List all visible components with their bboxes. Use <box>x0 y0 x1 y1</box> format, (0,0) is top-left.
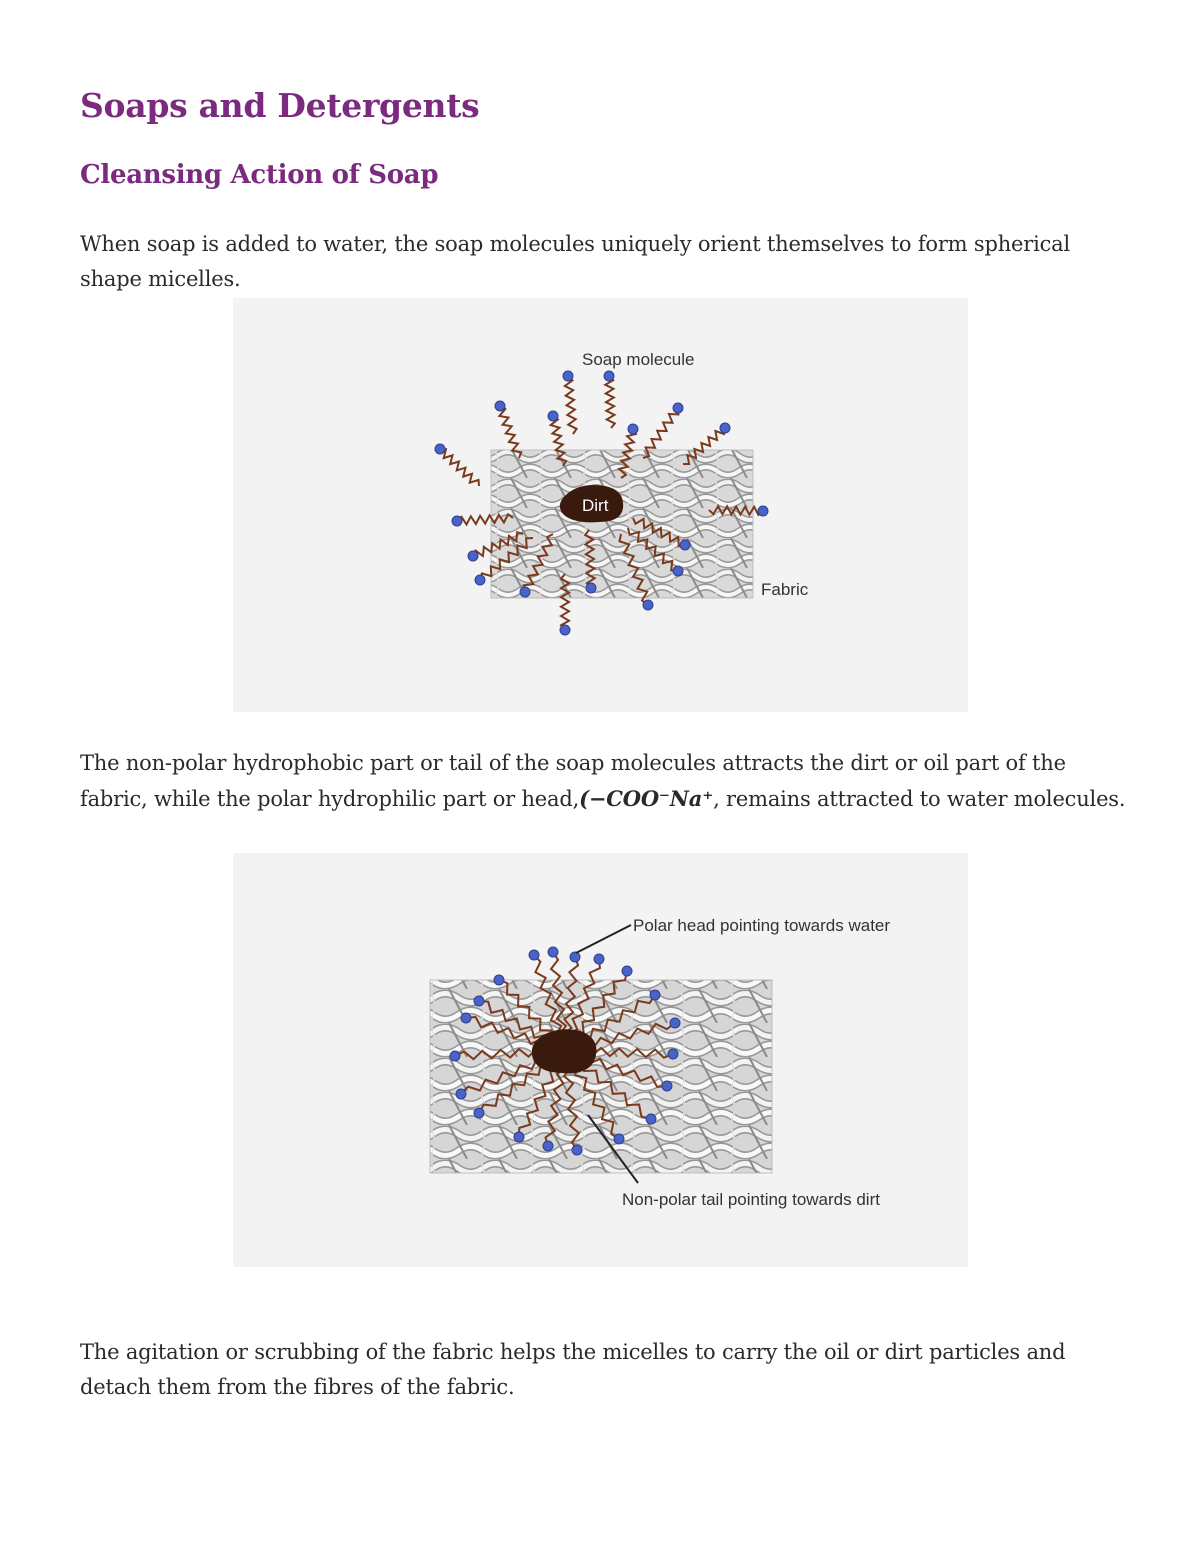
hydrophilic-head <box>495 401 505 411</box>
hydrophilic-head <box>548 411 558 421</box>
hydrophilic-head <box>456 1089 466 1099</box>
paragraph-agitation: The agitation or scrubbing of the fabric helps the micelles to carry the oil or dirt particles and detach them from the fibres of the fabric. <box>80 1340 1066 1399</box>
hydrophilic-head <box>628 424 638 434</box>
page-title: Soaps and Detergents <box>80 86 480 125</box>
hydrophilic-head <box>563 371 573 381</box>
fabric-label: Fabric <box>761 580 809 599</box>
hydrophilic-head <box>758 506 768 516</box>
carboxylate-formula: (−COO⁻Na⁺ <box>579 786 714 811</box>
hydrophilic-head <box>586 583 596 593</box>
non-polar-tail-label: Non-polar tail pointing towards dirt <box>622 1190 880 1209</box>
paragraph-polarity-text: The non-polar hydrophobic part or tail of the soap molecules attracts the dirt or oil part of the fabric, while the polar hydrophilic part or head, <box>80 751 1066 811</box>
hydrophilic-head <box>452 516 462 526</box>
hydrophilic-head <box>673 566 683 576</box>
hydrophilic-head <box>514 1132 524 1142</box>
hydrophobic-tail <box>605 376 615 428</box>
hydrophilic-head <box>670 1018 680 1028</box>
hydrophilic-head <box>604 371 614 381</box>
hydrophobic-tail <box>440 449 479 486</box>
hydrophilic-head <box>548 947 558 957</box>
hydrophilic-head <box>543 1141 553 1151</box>
fabric-block <box>430 980 772 1173</box>
hydrophilic-head <box>614 1134 624 1144</box>
hydrophilic-head <box>461 1013 471 1023</box>
head-pointer-line <box>576 925 631 953</box>
hydrophilic-head <box>520 587 530 597</box>
hydrophilic-head <box>572 1145 582 1155</box>
hydrophilic-head <box>673 403 683 413</box>
hydrophilic-head <box>622 966 632 976</box>
soap-fabric-illustration <box>233 298 968 712</box>
hydrophilic-head <box>668 1049 678 1059</box>
figure-soap-molecules-on-fabric <box>233 298 968 712</box>
paragraph-polarity-end: , remains attracted to water molecules. <box>713 787 1126 811</box>
hydrophilic-head <box>468 551 478 561</box>
micelle-illustration <box>233 853 968 1267</box>
hydrophilic-head <box>646 1114 656 1124</box>
hydrophilic-head <box>529 950 539 960</box>
hydrophilic-head <box>594 954 604 964</box>
dirt-label: Dirt <box>582 496 609 515</box>
hydrophilic-head <box>475 575 485 585</box>
hydrophilic-head <box>435 444 445 454</box>
section-heading: Cleansing Action of Soap <box>80 160 439 190</box>
hydrophilic-head <box>474 996 484 1006</box>
hydrophilic-head <box>720 423 730 433</box>
hydrophilic-head <box>643 600 653 610</box>
polar-head-label: Polar head pointing towards water <box>633 916 891 935</box>
soap-molecule-label: Soap molecule <box>582 350 695 369</box>
hydrophilic-head <box>680 540 690 550</box>
paragraph-polarity <box>80 746 1130 817</box>
hydrophilic-head <box>450 1051 460 1061</box>
paragraph-intro: When soap is added to water, the soap molecules uniquely orient themselves to form spherical shape micelles. <box>80 232 1071 291</box>
figure-micelle-around-dirt <box>233 853 968 1267</box>
hydrophilic-head <box>560 625 570 635</box>
hydrophilic-head <box>494 975 504 985</box>
hydrophilic-head <box>650 990 660 1000</box>
hydrophilic-head <box>474 1108 484 1118</box>
hydrophilic-head <box>570 952 580 962</box>
hydrophilic-head <box>662 1081 672 1091</box>
hydrophobic-tail <box>565 376 577 434</box>
